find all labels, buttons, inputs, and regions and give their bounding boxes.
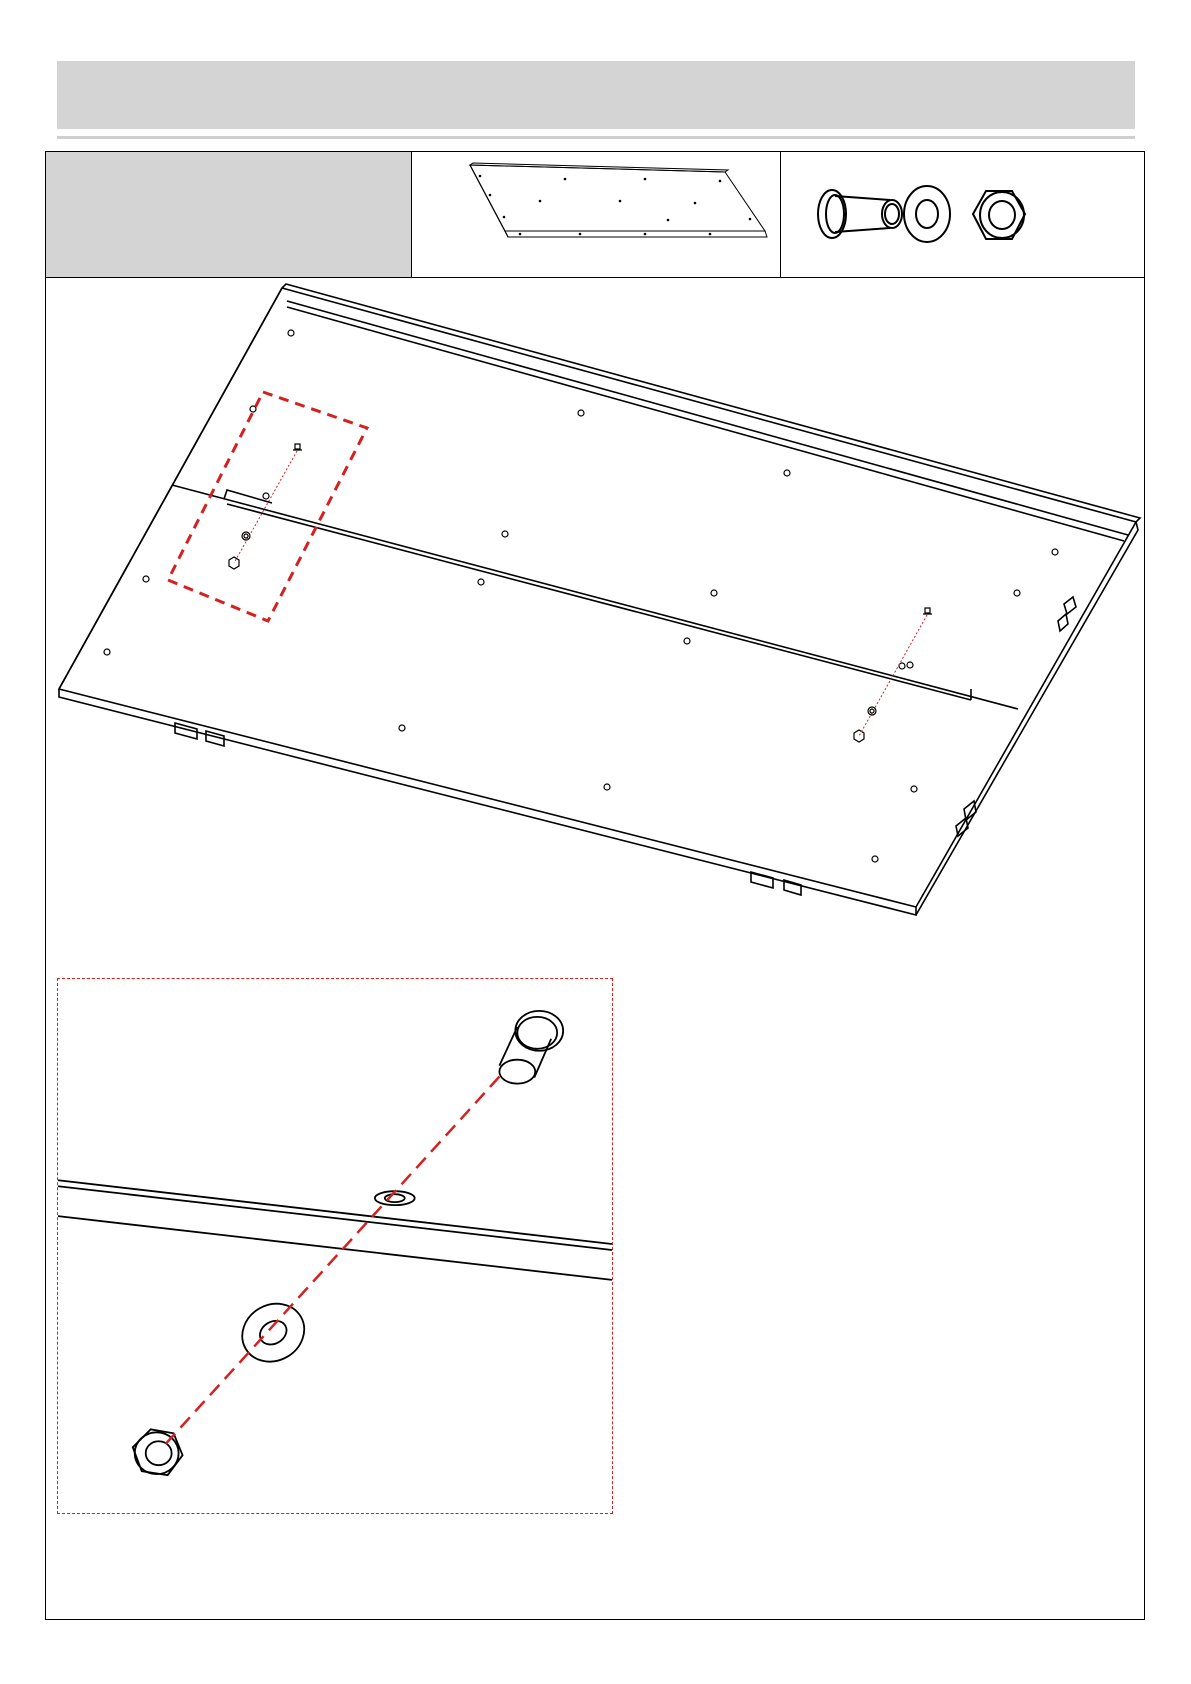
parts-row	[45, 151, 1145, 278]
step-header-band	[57, 61, 1135, 129]
frame-panel-icon	[46, 279, 1144, 969]
panel-icon	[420, 159, 770, 269]
cell-divider	[411, 151, 412, 278]
detail-assembly-icon	[58, 979, 612, 1513]
header-rule	[57, 136, 1135, 139]
parts-label-cell	[46, 152, 411, 277]
detail-callout	[57, 978, 613, 1514]
bolt-washer-nut-icon	[790, 159, 1135, 269]
cell-divider	[780, 151, 781, 278]
